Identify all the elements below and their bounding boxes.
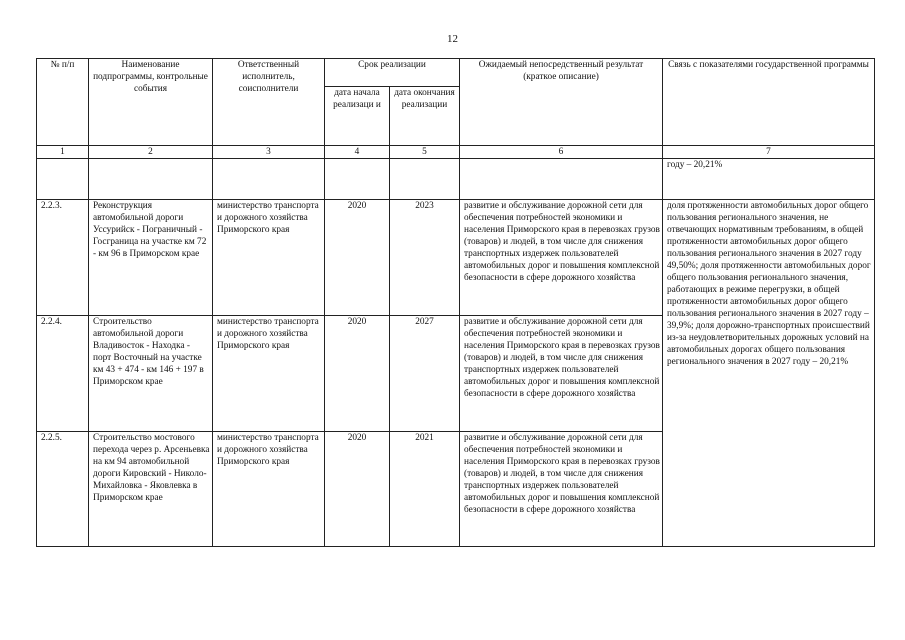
row-start: 2020	[325, 200, 390, 316]
header-result: Ожидаемый непосредственный результат (краткое описание)	[460, 59, 663, 146]
carry-over-empty	[213, 159, 325, 200]
header-period: Срок реализации	[325, 59, 460, 87]
program-table	[36, 58, 875, 547]
row-name: Реконструкция автомобильной дороги Уссурийск - Пограничный - Госграница на участке км 72 - км 96 в Приморском крае	[89, 200, 213, 316]
column-number: 1	[37, 146, 89, 159]
row-executor: министерство транспорта и дорожного хозяйства Приморского края	[213, 316, 325, 432]
header-num: № п/п	[37, 59, 89, 146]
row-start: 2020	[325, 316, 390, 432]
column-numbers-row	[37, 146, 875, 159]
carry-over-empty	[460, 159, 663, 200]
row-name: Строительство мостового перехода через р. Арсеньевка на км 94 автомобильной дороги Кировский - Николо-Михайловка - Яковлевка в Приморском крае	[89, 432, 213, 547]
carry-over-text: году – 20,21%	[663, 159, 875, 200]
table-row	[37, 200, 875, 316]
row-result: развитие и обслуживание дорожной сети для обеспечения потребностей экономики и населения Приморского края в перевозках грузов (товаров) и людей, в том числе для снижения транспортных издержек пользователей автомобильных дорог и повышения комплексной безопасности в сфере дорожного хозяйства	[460, 316, 663, 432]
header-end: дата окончания реализации	[390, 87, 460, 146]
carry-over-empty	[37, 159, 89, 200]
row-name: Строительство автомобильной дороги Владивосток - Находка - порт Восточный на участке км 43 + 474 - км 146 + 197 в Приморском крае	[89, 316, 213, 432]
header-row	[37, 59, 875, 87]
carry-over-row	[37, 159, 875, 200]
link-text: доля протяженности автомобильных дорог общего пользования регионального значения, не отвечающих нормативным требованиям, в общей протяженности автомобильных дорог общего пользования регионального значения в 2027 году 49,50%; доля протяженности автомобильных дорог общего пользования регионального значения, работающих в режиме перегрузки, в общей протяженности автомобильных дорог общего пользования регионального значения в 2027 году – 39,9%; доля дорожно-транспортных происшествий из-за неудовлетворительных дорожных условий на автомобильных дорогах общего пользования регионального значения в 2027 году – 20,21%	[663, 200, 875, 547]
carry-over-empty	[390, 159, 460, 200]
row-start: 2020	[325, 432, 390, 547]
row-num: 2.2.3.	[37, 200, 89, 316]
carry-over-empty	[325, 159, 390, 200]
row-end: 2027	[390, 316, 460, 432]
column-number: 2	[89, 146, 213, 159]
row-result: развитие и обслуживание дорожной сети для обеспечения потребностей экономики и населения Приморского края в перевозках грузов (товаров) и людей, в том числе для снижения транспортных издержек пользователей автомобильных дорог и повышения комплексной безопасности в сфере дорожного хозяйства	[460, 200, 663, 316]
column-number: 5	[390, 146, 460, 159]
page-number: 12	[447, 33, 458, 45]
row-num: 2.2.4.	[37, 316, 89, 432]
row-num: 2.2.5.	[37, 432, 89, 547]
column-number: 4	[325, 146, 390, 159]
header-name: Наименование подпрограммы, контрольные события	[89, 59, 213, 146]
column-number: 6	[460, 146, 663, 159]
row-executor: министерство транспорта и дорожного хозяйства Приморского края	[213, 200, 325, 316]
header-executor: Ответственный исполнитель, соисполнители	[213, 59, 325, 146]
row-executor: министерство транспорта и дорожного хозяйства Приморского края	[213, 432, 325, 547]
header-link: Связь с показателями государственной программы	[663, 59, 875, 146]
row-end: 2023	[390, 200, 460, 316]
row-result: развитие и обслуживание дорожной сети для обеспечения потребностей экономики и населения Приморского края в перевозках грузов (товаров) и людей, в том числе для снижения транспортных издержек пользователей автомобильных дорог и повышения комплексной безопасности в сфере дорожного хозяйства	[460, 432, 663, 547]
header-start: дата начала реализаци и	[325, 87, 390, 146]
column-number: 7	[663, 146, 875, 159]
row-end: 2021	[390, 432, 460, 547]
column-number: 3	[213, 146, 325, 159]
carry-over-empty	[89, 159, 213, 200]
